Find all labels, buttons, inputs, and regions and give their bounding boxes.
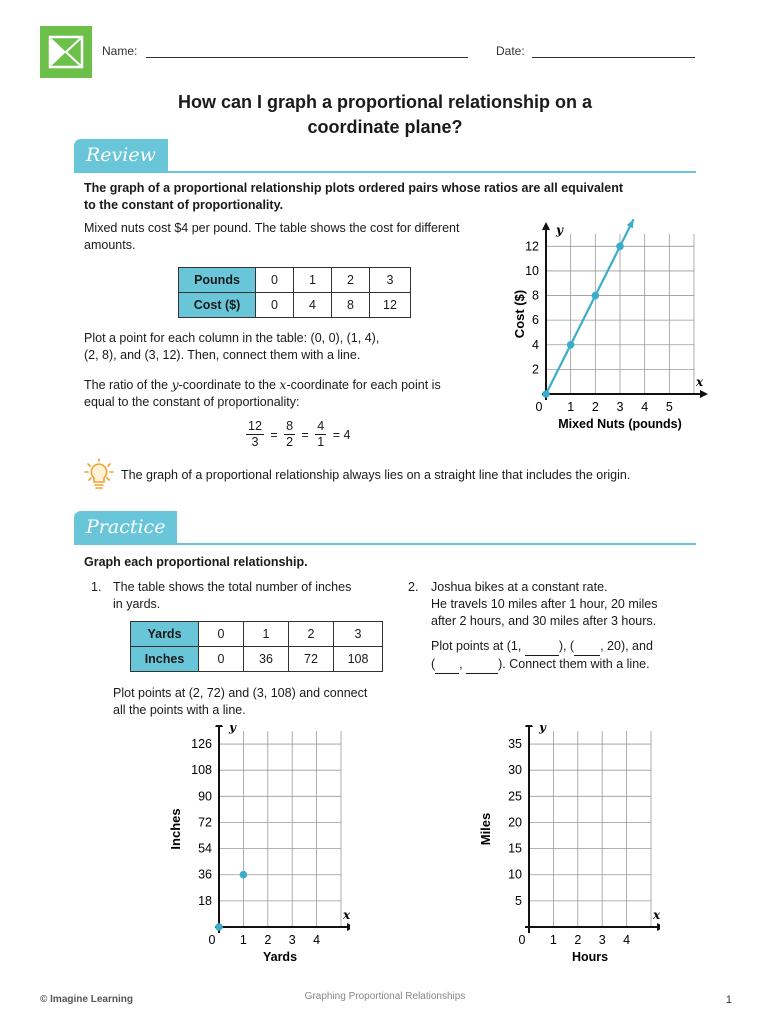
y-tick-label: 10 <box>525 263 539 278</box>
x-tick-label: 3 <box>288 933 296 947</box>
y-tick-label: 5 <box>515 893 522 908</box>
review-intro-line-2: to the constant of proportionality. <box>84 198 284 212</box>
problem-1-line-1: The table shows the total number of inches <box>113 580 352 594</box>
y-tick-label: 18 <box>198 893 212 908</box>
problem-2-line-3: after 2 hours, and 30 miles after 3 hours. <box>431 614 657 628</box>
ratio-text-a: The ratio of the <box>84 378 172 392</box>
problem-1-plot-line-1: Plot points at (2, 72) and (3, 108) and connect <box>113 686 368 700</box>
x-tick-label: 3 <box>598 933 606 947</box>
problem-1-plot-instructions <box>113 685 413 719</box>
y-tick-label: 72 <box>198 815 212 830</box>
y-axis-label: Inches <box>168 808 183 850</box>
date-label: Date: <box>496 44 525 58</box>
problem-2-plot-line-1 <box>431 638 711 656</box>
table-cell: 8 <box>332 293 370 318</box>
page-title <box>0 90 770 140</box>
x-axis-label: Mixed Nuts (pounds) <box>558 417 682 431</box>
table-cell: 12 <box>370 293 411 318</box>
y-axis-letter: y <box>229 725 236 734</box>
imagine-learning-logo <box>40 26 92 78</box>
y-tick-label: 4 <box>532 337 539 352</box>
numerator: 12 <box>248 419 262 433</box>
lightbulb-icon <box>84 458 114 494</box>
fraction <box>284 419 295 450</box>
ratio-text-c: -coordinate for each point is <box>286 378 441 392</box>
x-axis-letter: x <box>343 908 350 922</box>
x-tick-label: 1 <box>549 933 557 947</box>
plot-text: , <box>459 657 467 671</box>
review-table <box>178 267 411 318</box>
denominator: 2 <box>286 435 294 449</box>
table-header-cell: Pounds <box>179 268 256 293</box>
table-header-cell: Inches <box>131 647 199 672</box>
x-tick-label: 5 <box>665 400 673 414</box>
plot-text: ( <box>431 657 436 671</box>
table-cell: 1 <box>294 268 332 293</box>
problem-2-number: 2. <box>408 580 419 594</box>
page-number: 1 <box>725 994 732 1006</box>
x-tick-label: 4 <box>313 933 321 947</box>
y-tick-label: 6 <box>532 313 539 328</box>
plot-text: ), ( <box>558 639 575 653</box>
x-axis-label: Yards <box>262 950 298 964</box>
table-cell: 3 <box>370 268 411 293</box>
data-point <box>215 923 223 931</box>
title-line-2: coordinate plane? <box>307 117 463 137</box>
x-axis-letter: x <box>653 908 660 922</box>
table-row <box>179 293 411 318</box>
y-tick-label: 10 <box>508 867 522 882</box>
table-cell: 1 <box>244 622 289 647</box>
y-tick-label: 35 <box>508 737 522 752</box>
review-tab: Review <box>74 139 168 171</box>
equals-sign: = <box>301 427 309 442</box>
date-field[interactable] <box>532 57 695 58</box>
x-tick-label: 3 <box>616 400 624 414</box>
table-row <box>131 647 383 672</box>
review-chart <box>500 218 710 440</box>
data-point <box>542 390 550 398</box>
ratio-var-y: y <box>171 377 179 392</box>
review-problem-line-1: Mixed nuts cost $4 per pound. The table shows the cost for different <box>84 221 460 235</box>
y-axis-label: Miles <box>478 812 493 846</box>
table-cell: 72 <box>289 647 334 672</box>
data-point <box>240 871 248 879</box>
y-tick-label: 108 <box>191 763 212 778</box>
data-point <box>616 243 624 251</box>
table-header-cell: Cost ($) <box>179 293 256 318</box>
x-tick-label: 2 <box>264 933 272 947</box>
ratio-equation <box>246 419 352 450</box>
logo-mark-icon <box>40 26 92 78</box>
x-tick-label: 1 <box>239 933 247 947</box>
review-problem <box>84 220 514 254</box>
name-label: Name: <box>102 44 138 58</box>
y-tick-label: 15 <box>508 841 522 856</box>
review-intro <box>84 180 704 214</box>
numerator: 4 <box>317 419 325 433</box>
practice-rule <box>74 543 696 545</box>
ratio-text-b: -coordinate to the <box>178 378 280 392</box>
answer-blank[interactable] <box>435 656 459 674</box>
numerator: 8 <box>286 419 294 433</box>
y-axis-letter: y <box>539 725 546 734</box>
denominator: 3 <box>251 435 259 449</box>
review-problem-line-2: amounts. <box>84 238 136 252</box>
table-cell: 2 <box>289 622 334 647</box>
problem-1-number: 1. <box>91 580 102 594</box>
data-point <box>592 292 600 300</box>
y-axis-arrow-icon <box>542 222 550 230</box>
answer-blank[interactable] <box>466 656 498 674</box>
table-cell: 4 <box>294 293 332 318</box>
problem-2-line-2: He travels 10 miles after 1 hour, 20 miles <box>431 597 658 611</box>
problem-1-text <box>113 579 403 613</box>
x-tick-label: 2 <box>591 400 599 414</box>
problem-2-text <box>431 579 711 630</box>
x-tick-label: 4 <box>641 400 649 414</box>
table-row <box>131 622 383 647</box>
table-cell: 0 <box>256 268 294 293</box>
table-cell: 108 <box>334 647 383 672</box>
plot-line-2: (2, 8), and (3, 12). Then, connect them with a line. <box>84 348 361 362</box>
ratio-var-x: x <box>279 377 287 392</box>
problem-2-line-1: Joshua bikes at a constant rate. <box>431 580 608 594</box>
x-axis-arrow-icon <box>700 390 708 398</box>
plot-text: Plot points at (1, <box>431 639 525 653</box>
x-tick-label: 0 <box>208 933 216 947</box>
fraction <box>315 419 326 450</box>
table-cell: 36 <box>244 647 289 672</box>
data-point <box>567 341 575 349</box>
table-cell: 2 <box>332 268 370 293</box>
ratio-line-2: equal to the constant of proportionality: <box>84 395 300 409</box>
y-tick-label: 12 <box>525 239 539 254</box>
tip-text: The graph of a proportional relationship always lies on a straight line that includes the origin. <box>121 468 631 482</box>
y-tick-label: 25 <box>508 789 522 804</box>
problem-2-plot-line-2 <box>431 656 711 674</box>
x-tick-label: 1 <box>567 400 575 414</box>
table-header-cell: Yards <box>131 622 199 647</box>
y-tick-label: 126 <box>191 737 212 752</box>
plot-text: ). Connect them with a line. <box>498 657 650 671</box>
x-tick-label: 0 <box>518 933 526 947</box>
problem-2-chart[interactable] <box>470 725 660 965</box>
review-intro-line-1: The graph of a proportional relationship plots ordered pairs whose ratios are all equivalent <box>84 181 623 195</box>
ratio-line-1 <box>84 376 504 394</box>
y-tick-label: 30 <box>508 763 522 778</box>
table-cell: 0 <box>199 622 244 647</box>
review-plot-instructions <box>84 330 484 364</box>
practice-tab: Practice <box>74 511 177 543</box>
table-row <box>179 268 411 293</box>
footer-title: Graphing Proportional Relationships <box>304 991 466 1002</box>
table-cell: 3 <box>334 622 383 647</box>
fraction <box>246 419 264 450</box>
title-line-1: How can I graph a proportional relationship on a <box>177 92 593 112</box>
x-axis-letter: x <box>696 375 704 389</box>
y-tick-label: 54 <box>198 841 212 856</box>
answer-blank[interactable] <box>525 638 559 656</box>
problem-1-chart[interactable] <box>160 725 350 965</box>
denominator: 1 <box>317 435 325 449</box>
problem-1-line-2: in yards. <box>113 597 161 611</box>
y-tick-label: 20 <box>508 815 522 830</box>
x-tick-label: 2 <box>574 933 582 947</box>
practice-heading: Graph each proportional relationship. <box>84 555 308 569</box>
y-axis-arrow-icon <box>525 725 533 727</box>
answer-blank[interactable] <box>574 638 600 656</box>
x-axis-arrow-icon <box>657 923 660 931</box>
x-tick-label: 0 <box>535 400 543 414</box>
review-rule <box>74 171 696 173</box>
y-tick-label: 8 <box>532 288 539 303</box>
y-tick-label: 90 <box>198 789 212 804</box>
equation-result: = 4 <box>332 427 351 442</box>
plot-text: , 20), and <box>600 639 653 653</box>
table-cell: 0 <box>199 647 244 672</box>
problem-2-plot-instructions <box>431 638 711 674</box>
y-axis-letter: y <box>556 223 563 237</box>
equals-sign: = <box>270 427 278 442</box>
x-axis-arrow-icon <box>347 923 350 931</box>
problem-1-table <box>130 621 383 672</box>
y-tick-label: 2 <box>532 362 539 377</box>
y-tick-label: 36 <box>198 867 212 882</box>
review-ratio-text <box>84 376 504 411</box>
name-field[interactable] <box>146 57 468 58</box>
plot-line-1: Plot a point for each column in the table: (0, 0), (1, 4), <box>84 331 380 345</box>
problem-1-plot-line-2: all the points with a line. <box>113 703 246 717</box>
x-tick-label: 4 <box>623 933 631 947</box>
y-axis-label: Cost ($) <box>512 289 527 339</box>
table-cell: 0 <box>256 293 294 318</box>
x-axis-label: Hours <box>571 950 609 964</box>
footer-copyright: © Imagine Learning <box>40 994 133 1005</box>
y-axis-arrow-icon <box>215 725 223 727</box>
